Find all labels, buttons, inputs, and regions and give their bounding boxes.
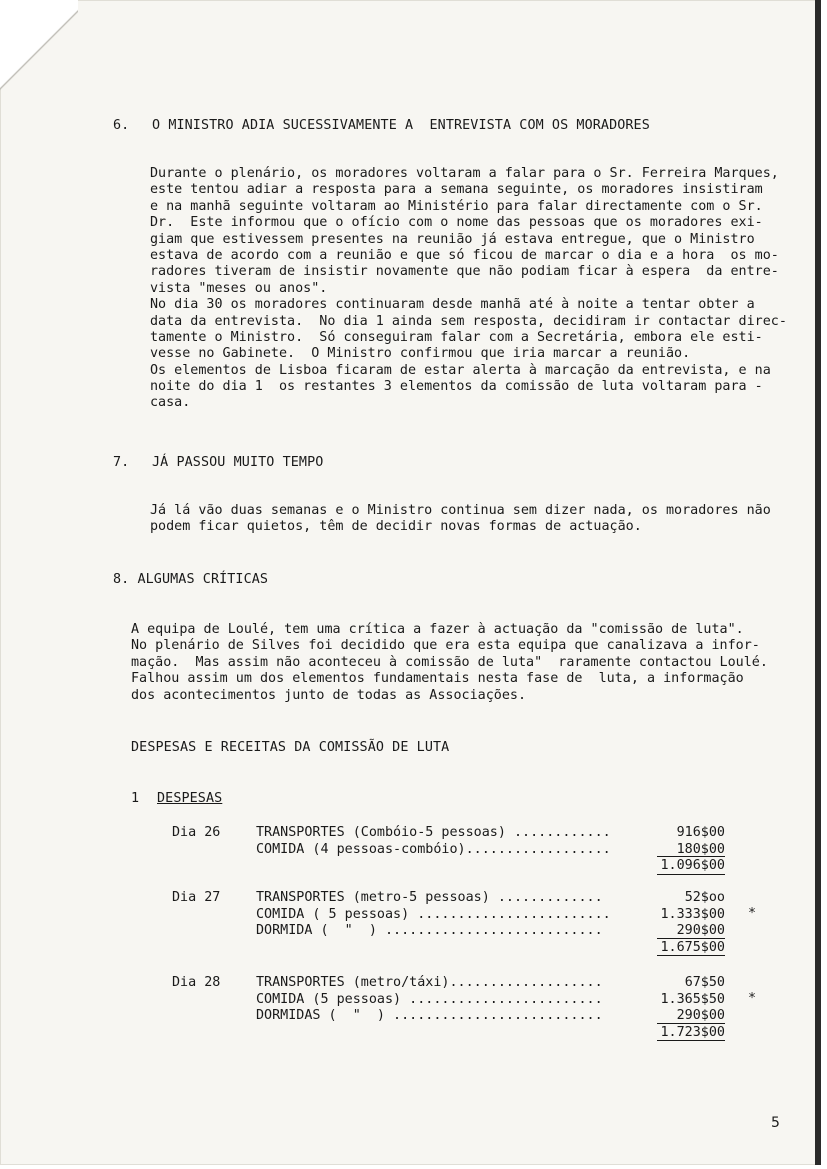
expense-description: TRANSPORTES (metro/táxi)................... [256,975,603,990]
asterisk-mark: * [748,990,757,1006]
expense-description: TRANSPORTES (Combóio-5 pessoas) ............ [256,825,611,840]
page-number: 5 [771,1115,780,1131]
expense-description: COMIDA (4 pessoas-combóio).................. [256,841,611,857]
expense-description: DORMIDA ( " ) ........................... [256,923,603,939]
text-line: No plenário de Silves foi decidido que era esta equipa que canalizava a infor- [131,638,760,654]
expense-amount: 180$00 [676,841,725,857]
section-6-number: 6. [113,118,130,133]
total-rule [657,874,725,875]
text-line: No dia 30 os moradores continuaram desde manhã até à noite a tentar obter a [150,297,755,313]
day-label: Dia 26 [172,825,221,840]
section-7-title: JÁ PASSOU MUITO TEMPO [152,455,324,470]
text-line: podem ficar quietos, têm de decidir novas formas de actuação. [150,519,642,535]
expense-amount: 1.333$00 [660,906,725,922]
expense-description: TRANSPORTES (metro-5 pessoas) ............. [256,890,603,905]
expense-description: COMIDA ( 5 pessoas) ........................ [256,906,611,922]
text-line: Já lá vão duas semanas e o Ministro continua sem dizer nada, os moradores não [150,503,771,518]
text-line: vesse no Gabinete. O Ministro confirmou que iria marcar a reunião. [150,346,691,362]
text-line: radores tiveram de insistir novamente que não podiam ficar à espera da entre- [150,264,779,280]
despesas-title: DESPESAS [157,791,223,806]
text-line: Os elementos de Lisboa ficaram de estar alerta à marcação da entrevista, e na [150,362,771,378]
text-line: Durante o plenário, os moradores voltaram a falar para o Sr. Ferreira Marques, [150,166,779,181]
day-total: 1.675$00 [660,939,725,955]
text-line: e na manhã seguinte voltaram ao Ministério para falar directamente com o Sr. [150,198,763,214]
text-line: tamente o Ministro. Só conseguiram falar com a Secretária, embora ele esti- [150,329,763,345]
expense-amount: 67$50 [684,975,725,990]
day-label: Dia 27 [172,890,221,905]
section-8-body [131,622,768,704]
despesas-number: 1 [131,791,140,806]
section-7-body [150,503,771,536]
text-line: Falhou assim um dos elementos fundamentais nesta fase de luta, a informação [131,671,744,687]
day-total: 1.723$00 [660,1024,725,1040]
expense-amount: 916$00 [676,825,725,840]
asterisk-mark: * [748,905,757,921]
day-total: 1.096$00 [660,858,725,874]
text-line: mação. Mas assim não aconteceu à comissão de luta" raramente contactou Loulé. [131,654,768,670]
section-8-title: 8. ALGUMAS CRÍTICAS [113,572,269,587]
expense-amount: 1.365$50 [660,991,725,1007]
folded-corner [0,0,78,100]
page-edge-shadow [815,0,821,1165]
text-line: vista "meses ou anos". [150,280,328,296]
text-line: noite do dia 1 os restantes 3 elementos da comissão de luta voltaram para - [150,379,763,395]
expense-description: DORMIDAS ( " ) .......................... [256,1008,603,1024]
finances-title: DESPESAS E RECEITAS DA COMISSÃO DE LUTA [131,740,450,755]
total-rule [657,955,725,956]
expense-amount: 290$00 [676,1008,725,1024]
text-line: A equipa de Loulé, tem uma crítica a fazer à actuação da "comissão de luta". [131,622,744,637]
text-line: giam que estivessem presentes na reunião já estava entregue, que o Ministro [150,231,755,247]
text-line: casa. [150,395,191,411]
section-6-title: O MINISTRO ADIA SUCESSIVAMENTE A ENTREVISTA COM OS MORADORES [152,118,650,133]
text-line: estava de acordo com a reunião e que só ficou de marcar o dia e a hora os mo- [150,247,779,263]
section-6-body [150,166,787,412]
total-rule [657,1040,725,1041]
text-line: dos acontecimentos junto de todas as Associações. [131,687,527,703]
section-7-number: 7. [113,455,130,470]
text-line: Dr. Este informou que o ofício com o nome das pessoas que os moradores exi- [150,215,763,231]
text-line: data da entrevista. No dia 1 ainda sem resposta, decidiram ir contactar direc- [150,313,787,329]
expense-amount: 52$oo [684,890,725,905]
day-label: Dia 28 [172,975,221,990]
text-line: este tentou adiar a resposta para a semana seguinte, os moradores insistiram [150,182,763,198]
expense-amount: 290$00 [676,923,725,939]
expense-description: COMIDA (5 pessoas) ........................ [256,991,603,1007]
